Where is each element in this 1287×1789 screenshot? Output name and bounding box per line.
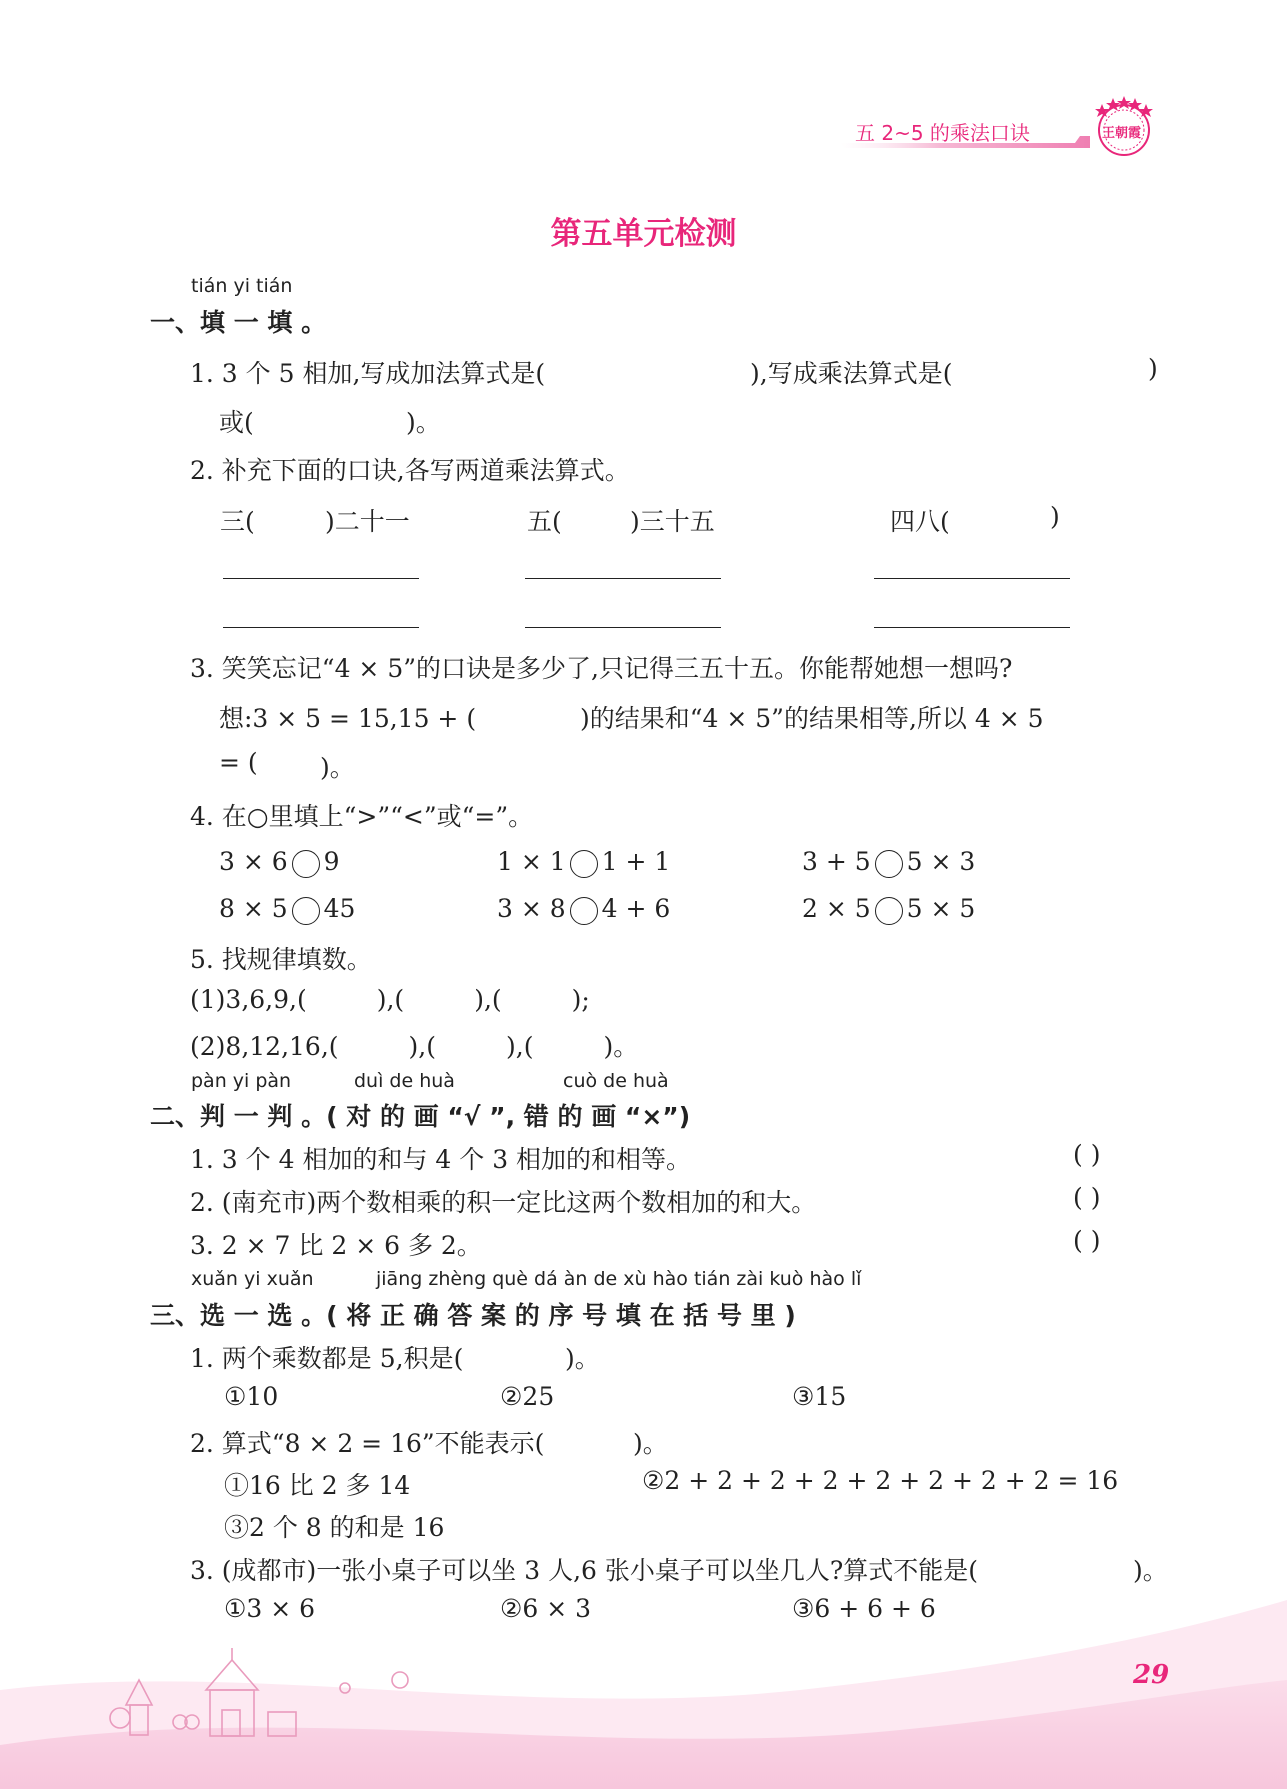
s1-q1-line2-end: )。 — [406, 408, 441, 437]
judge-item-text: 1. 3 个 4 相加的和与 4 个 3 相加的和相等。 — [190, 1145, 692, 1174]
s1-q2-text: 2. 补充下面的口诀,各写两道乘法算式。 — [190, 456, 630, 485]
answer-line[interactable] — [525, 627, 721, 628]
s1-q2-item3-b: ) — [1050, 502, 1060, 531]
compare-item — [219, 847, 340, 878]
compare-item — [219, 894, 355, 925]
compare-item — [802, 894, 975, 925]
seq-part: (2)8,12,16,( — [190, 1032, 339, 1061]
compare-left: 3 × 6 — [219, 847, 288, 876]
answer-line[interactable] — [525, 578, 721, 579]
compare-item — [497, 894, 670, 925]
compare-circle[interactable] — [292, 897, 320, 925]
s1-q2-item3-a: 四八( — [890, 507, 950, 536]
s3-q3-end: )。 — [1133, 1556, 1168, 1585]
section3-heading: 三、选 一 选 。( 将 正 确 答 案 的 序 号 填 在 括 号 里 ) — [150, 1301, 796, 1330]
compare-left: 1 × 1 — [497, 847, 566, 876]
section2-pinyin: pàn yi pàn — [191, 1070, 292, 1092]
page-title: 第五单元检测 — [550, 216, 737, 252]
s1-q5-text: 5. 找规律填数。 — [190, 945, 372, 974]
s1-q2-item2-a: 五( — [527, 507, 562, 536]
brand-logo — [1088, 92, 1158, 156]
option[interactable]: ②6 × 3 — [500, 1594, 592, 1623]
s1-q1-mid: ),写成乘法算式是( — [750, 359, 953, 388]
chapter-label: 五 2~5 的乘法口诀 — [855, 121, 1030, 145]
s1-q5-seq2 — [190, 1027, 638, 1063]
option[interactable]: ①16 比 2 多 14 — [224, 1471, 411, 1500]
section2-pinyin: duì de huà — [354, 1070, 455, 1092]
s1-q1-line2: 或( — [219, 408, 254, 437]
s1-q3-line1: 3. 笑笑忘记“4 × 5”的口诀是多少了,只记得三五十五。你能帮她想一想吗? — [190, 654, 1013, 683]
compare-left: 2 × 5 — [802, 894, 871, 923]
s3-q2-text: 2. 算式“8 × 2 = 16”不能表示( — [190, 1429, 545, 1458]
seq-part: ),( — [376, 985, 405, 1014]
compare-right: 45 — [323, 894, 356, 923]
s1-q3-line3b: )。 — [320, 753, 355, 782]
option[interactable]: ①10 — [224, 1382, 279, 1411]
option[interactable]: ③6 + 6 + 6 — [792, 1594, 936, 1623]
judge-item-paren[interactable]: ( ) — [1073, 1140, 1101, 1169]
compare-item — [802, 847, 975, 878]
seq-part: ),( — [408, 1032, 437, 1061]
answer-line[interactable] — [874, 627, 1070, 628]
option[interactable]: ①3 × 6 — [224, 1594, 316, 1623]
compare-circle[interactable] — [875, 897, 903, 925]
judge-item-paren[interactable]: ( ) — [1073, 1226, 1101, 1255]
s1-q3-line3a: = ( — [219, 748, 258, 777]
seq-part: (1)3,6,9,( — [190, 985, 307, 1014]
s1-q1-end: ) — [1148, 354, 1158, 383]
option[interactable]: ②2 + 2 + 2 + 2 + 2 + 2 + 2 + 2 = 16 — [642, 1466, 1119, 1495]
compare-left: 3 + 5 — [802, 847, 871, 876]
s1-q4-text: 4. 在○里填上“>”“<”或“=”。 — [190, 802, 534, 831]
seq-part: )。 — [603, 1032, 639, 1061]
compare-circle[interactable] — [570, 850, 598, 878]
s3-q1-end: )。 — [565, 1344, 600, 1373]
page-number: 29 — [1133, 1660, 1170, 1690]
logo-text: 王朝霞 — [1102, 126, 1142, 141]
s3-q3-text: 3. (成都市)一张小桌子可以坐 3 人,6 张小桌子可以坐几人?算式不能是( — [190, 1556, 979, 1585]
option[interactable]: ③2 个 8 的和是 16 — [224, 1513, 445, 1542]
compare-right: 9 — [323, 847, 340, 876]
s1-q3-line2a: 想:3 × 5 = 15,15 + ( — [219, 704, 477, 733]
judge-item-text: 2. (南充市)两个数相乘的积一定比这两个数相加的和大。 — [190, 1188, 817, 1217]
s1-q5-seq1 — [190, 985, 590, 1014]
compare-right: 5 × 5 — [906, 894, 976, 923]
compare-circle[interactable] — [875, 850, 903, 878]
compare-circle[interactable] — [570, 897, 598, 925]
s1-q1-line1: 1. 3 个 5 相加,写成加法算式是( — [190, 359, 546, 388]
s1-q2-item1-b: )二十一 — [325, 507, 410, 536]
seq-part: ),( — [506, 1032, 534, 1061]
option[interactable]: ③15 — [792, 1382, 847, 1411]
section1-pinyin: tián yi tián — [191, 275, 293, 297]
section2-pinyin: cuò de huà — [563, 1070, 669, 1092]
s1-q2-item2-b: )三十五 — [630, 507, 715, 536]
section1-heading: 一、填 一 填 。 — [150, 308, 327, 337]
compare-right: 4 + 6 — [601, 894, 671, 923]
seq-part: ); — [571, 985, 590, 1014]
option[interactable]: ②25 — [500, 1382, 555, 1411]
compare-left: 8 × 5 — [219, 894, 288, 923]
compare-right: 1 + 1 — [601, 847, 671, 876]
s3-q2-end: )。 — [633, 1429, 668, 1458]
compare-right: 5 × 3 — [906, 847, 976, 876]
s3-q1-text: 1. 两个乘数都是 5,积是( — [190, 1344, 464, 1373]
judge-item-paren[interactable]: ( ) — [1073, 1183, 1101, 1212]
compare-left: 3 × 8 — [497, 894, 566, 923]
compare-circle[interactable] — [292, 850, 320, 878]
answer-line[interactable] — [223, 627, 419, 628]
seq-part: ),( — [474, 985, 502, 1014]
section2-heading: 二、判 一 判 。( 对 的 画 “√ ”, 错 的 画 “×”) — [150, 1102, 691, 1131]
answer-line[interactable] — [874, 578, 1070, 579]
s1-q2-item1-a: 三( — [220, 507, 255, 536]
s1-q3-line2b: )的结果和“4 × 5”的结果相等,所以 4 × 5 — [580, 704, 1044, 733]
section3-pinyin: xuǎn yi xuǎn — [191, 1268, 314, 1290]
answer-line[interactable] — [223, 578, 419, 579]
compare-item — [497, 847, 670, 878]
judge-item-text: 3. 2 × 7 比 2 × 6 多 2。 — [190, 1231, 482, 1260]
section3-pinyin: jiāng zhèng què dá àn de xù hào tián zài kuò hào lǐ — [376, 1268, 862, 1290]
